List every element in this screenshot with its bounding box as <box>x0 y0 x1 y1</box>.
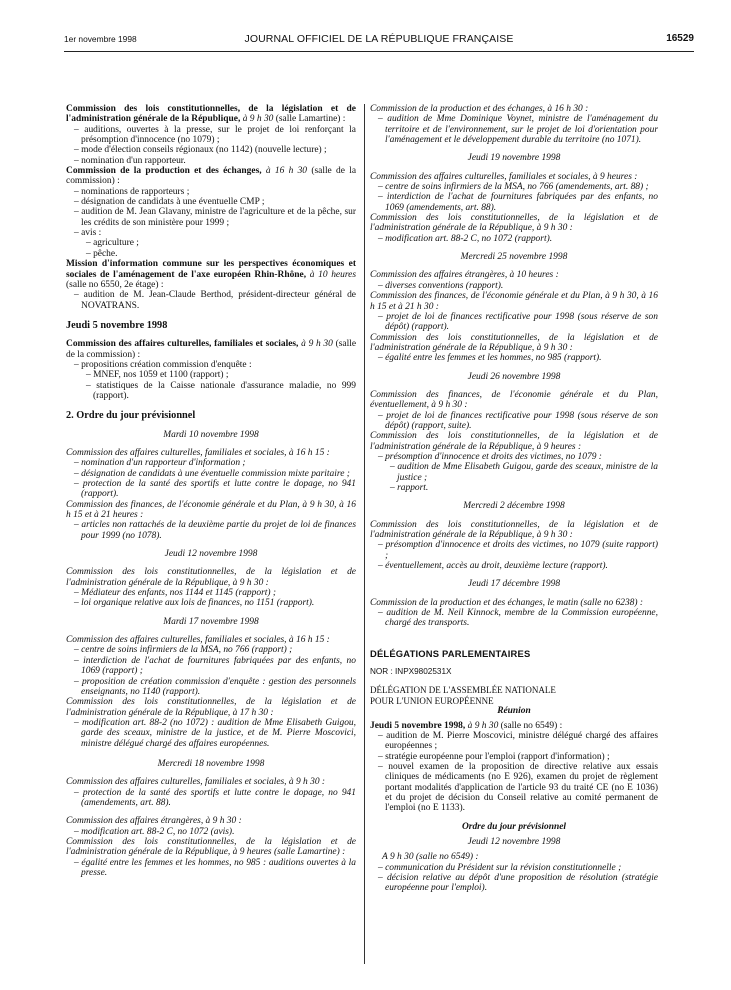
list-item: – nomination d'un rapporteur d'information ; <box>74 458 246 469</box>
meeting-heading: Commission des affaires étrangères, à 10 heures : <box>370 270 559 281</box>
meeting-heading: A 9 h 30 (salle no 6549) : <box>382 852 479 863</box>
list-item: – présomption d'innocence et droits des victimes, no 1079 : <box>378 451 602 462</box>
list-item: – projet de loi de finances rectificative pour 1998 (sous réserve de son dépôt) (rapport, suite). <box>378 410 658 431</box>
list-item: – diverses conventions (rapport). <box>378 280 504 291</box>
agenda-list <box>66 360 356 401</box>
list-item: – rapport. <box>390 483 429 493</box>
agenda-list <box>66 827 356 837</box>
list-item: – audition de M. Neil Kinnock, membre de la Commission européenne, chargé des transports. <box>378 608 658 629</box>
meeting-heading: Commission des finances, de l'économie générale et du Plan, à 9 h 30, à 16 h 15 et à 21 h 30 : <box>370 291 658 312</box>
list-item: – protection de la santé des sportifs et lutte contre le dopage, no 941 (amendements, art. 88). <box>74 787 356 808</box>
date-heading: Jeudi 5 novembre 1998 <box>66 319 168 331</box>
list-item: – éventuellement, accès au droit, deuxième lecture (rapport). <box>378 561 608 572</box>
left-column <box>66 104 356 878</box>
list-item: – audition de M. Jean-Claude Berthod, président-directeur général de NOVATRANS. <box>74 290 356 311</box>
agenda-list <box>370 182 658 213</box>
list-item: – modification art. 88-2 C, no 1072 (avis). <box>74 826 235 837</box>
agenda-list <box>370 234 658 244</box>
right-column <box>370 104 658 894</box>
list-item: – propositions création commission d'enquête : <box>74 359 252 370</box>
section-title: 2. Ordre du jour prévisionnel <box>66 410 196 422</box>
meeting-heading: Commission des lois constitutionnelles, de la législation et de l'administration générale de la République, à 9 heures : <box>370 431 658 452</box>
nor-reference: NOR : INPX9802531X <box>370 667 452 677</box>
agenda-list <box>370 411 658 432</box>
agenda-list <box>370 731 658 814</box>
agenda-list <box>66 858 356 879</box>
date-heading: Jeudi 17 décembre 1998 <box>467 579 561 590</box>
agenda-list <box>66 645 356 697</box>
meeting-heading: Commission des lois constitutionnelles, de la législation et de l'administration générale de la République, à 9 h 30 : <box>370 332 658 353</box>
date-heading: Mercredi 2 décembre 1998 <box>463 501 565 512</box>
list-item: – désignation de candidats à une éventuelle CMP ; <box>74 197 265 208</box>
column-divider <box>364 104 365 964</box>
list-item: – Médiateur des enfants, nos 1144 et 1145 (rapport) ; <box>74 588 277 599</box>
date-heading: Mardi 17 novembre 1998 <box>163 616 259 627</box>
meeting-heading: Commission des affaires culturelles, familiales et sociales, à 9 heures : <box>370 171 638 182</box>
meeting-heading: Commission des affaires culturelles, familiales et sociales, à 16 h 15 : <box>66 635 330 646</box>
list-item: – centre de soins infirmiers de la MSA, no 766 (rapport) ; <box>74 645 293 656</box>
date-heading: Jeudi 19 novembre 1998 <box>467 153 561 164</box>
list-item: – modification art. 88-2 (no 1072) : audition de Mme Elisabeth Guigou, garde des sceaux, ministre de la justice, et de M. Pierre Moscovici, ministre délégué chargé des affaires européennes. <box>74 717 356 749</box>
date-heading: Jeudi 26 novembre 1998 <box>467 371 561 382</box>
list-item: – interdiction de l'achat de fournitures fabriquées par des enfants, no 1069 (rapport) ; <box>74 655 356 677</box>
meeting-heading: Commission de la production et des échanges, à 16 h 30 (salle de la commission) : <box>66 166 357 187</box>
list-item: – projet de loi de finances rectificative pour 1998 (sous réserve de son dépôt) (rapport). <box>378 311 658 333</box>
journal-title: JOURNAL OFFICIEL DE LA RÉPUBLIQUE FRANÇAISE <box>244 33 514 45</box>
date-heading: Jeudi 12 novembre 1998 <box>467 836 561 847</box>
reunion-heading: Réunion <box>497 706 531 717</box>
meeting-heading: Commission des affaires culturelles, familiales et sociales, à 9 h 30 (salle de la commission) : <box>66 339 357 360</box>
date-heading: Jeudi 12 novembre 1998 <box>164 549 258 560</box>
section-title: Ordre du jour prévisionnel <box>461 821 567 832</box>
list-item: – pêche. <box>86 248 118 259</box>
date-heading: Mercredi 25 novembre 1998 <box>460 252 568 263</box>
list-item: – mode d'élection conseils régionaux (no 1142) (nouvelle lecture) ; <box>74 145 327 156</box>
list-item: – modification art. 88-2 C, no 1072 (rapport). <box>378 233 553 244</box>
list-item: – présomption d'innocence et droits des victimes, no 1079 (suite rapport) ; <box>378 540 658 561</box>
list-item: – nominations de rapporteurs ; <box>74 186 190 197</box>
list-item: – décision relative au dépôt d'une proposition de résolution (stratégie européenne pour l'emploi). <box>378 872 658 894</box>
date-heading: Mercredi 18 novembre 1998 <box>157 758 265 769</box>
agenda-list <box>370 114 658 145</box>
list-item: – articles non rattachés de la deuxième partie du projet de loi de finances pour 1999 (no 1078). <box>74 520 356 541</box>
meeting-heading: Mission d'information commune sur les perspectives économiques et sociales de l'aménagement de l'axe européen Rhin-Rhône, à 10 heures (salle no 6550, 2e étage) : <box>66 259 357 290</box>
agenda-list <box>370 863 658 894</box>
agenda-list <box>66 718 356 749</box>
agenda-list <box>370 608 658 629</box>
meeting-heading: Commission de la production et des échanges, le matin (salle no 6238) : <box>370 597 644 608</box>
list-item: – loi organique relative aux lois de finances, no 1151 (rapport). <box>74 598 315 609</box>
list-item: – stratégie européenne pour l'emploi (rapport d'information) ; <box>378 751 610 762</box>
list-item: – nouvel examen de la proposition de directive relative aux essais cliniques de médicaments (no E 926), examen du projet de règlement portant modalités d'application de l'article 93 du traité CE (no E 1036) et du projet de décision du Conseil relative au comité permanent de l'emploi (no E 1133). <box>378 761 658 814</box>
list-item: – communication du Président sur la révision constitutionnelle ; <box>378 862 622 873</box>
meeting-heading: Commission des affaires culturelles, familiales et sociales, à 9 h 30 : <box>66 777 326 788</box>
meeting-heading: Jeudi 5 novembre 1998, à 9 h 30 (salle no 6549) : <box>370 720 563 731</box>
list-item: – désignation de candidats à une éventuelle commission mixte paritaire ; <box>74 468 350 479</box>
list-item: – égalité entre les femmes et les hommes, no 985 (rapport). <box>378 353 602 364</box>
agenda-list <box>66 290 356 311</box>
meeting-heading: Commission des finances, de l'économie générale et du Plan, à 9 h 30, à 16 h 15 et à 21 heures : <box>66 499 356 521</box>
page-header <box>64 34 694 48</box>
header-rule <box>64 51 694 52</box>
agenda-list <box>370 452 658 493</box>
agenda-list <box>370 312 658 333</box>
meeting-heading: Commission des lois constitutionnelles, de la législation et de l'administration générale de la République, à 9 heures (salle Lamartine) : <box>66 836 356 858</box>
agenda-list <box>66 588 356 609</box>
list-item: – MNEF, nos 1059 et 1100 (rapport) ; <box>86 370 229 381</box>
list-item: – agriculture ; <box>86 238 139 249</box>
agenda-list <box>370 353 658 363</box>
list-item: – nomination d'un rapporteur. <box>74 155 186 166</box>
agenda-list <box>66 788 356 809</box>
section-title: DÉLÉGATIONS PARLEMENTAIRES <box>370 647 531 659</box>
list-item: – interdiction de l'achat de fournitures fabriquées par des enfants, no 1069 (amendements, art. 88). <box>378 192 658 213</box>
list-item: – protection de la santé des sportifs et lutte contre le dopage, no 941 (rapport). <box>74 479 356 500</box>
list-item: – audition de Mme Elisabeth Guigou, garde des sceaux, ministre de la justice ; <box>390 462 658 483</box>
list-item: – statistiques de la Caisse nationale d'assurance maladie, no 999 (rapport). <box>86 380 356 401</box>
agenda-list <box>66 125 356 166</box>
date-heading: Mardi 10 novembre 1998 <box>163 429 259 440</box>
list-item: – égalité entre les femmes et les hommes, no 985 : auditions ouvertes à la presse. <box>74 857 356 878</box>
header-date: 1er novembre 1998 <box>64 34 137 44</box>
agenda-list <box>370 540 658 571</box>
agenda-list <box>66 187 356 259</box>
delegation-title: DÉLÉGATION DE L'ASSEMBLÉE NATIONALE <box>370 685 556 696</box>
meeting-heading: Commission des lois constitutionnelles, de la législation et de l'administration générale de la République, à 17 h 30 : <box>66 697 356 718</box>
meeting-heading: Commission des affaires culturelles, familiales et sociales, à 16 h 15 : <box>66 447 330 458</box>
meeting-heading: Commission de la production et des échanges, à 16 h 30 : <box>370 104 589 114</box>
list-item: – centre de soins infirmiers de la MSA, no 766 (amendements, art. 88) ; <box>378 182 649 193</box>
meeting-heading: Commission des lois constitutionnelles, de la législation et de l'administration générale de la République, à 9 h 30 : <box>66 567 356 588</box>
meeting-heading: Commission des lois constitutionnelles, de la législation et de l'administration générale de la République, à 9 h 30 (salle Lamartine) : <box>66 104 356 125</box>
meeting-heading: Commission des lois constitutionnelles, de la législation et de l'administration générale de la République, à 9 h 30 : <box>370 519 658 541</box>
delegation-subtitle: POUR L'UNION EUROPÉENNE <box>370 695 494 706</box>
list-item: – audition de Mme Dominique Voynet, ministre de l'aménagement du territoire et de l'environnement, sur le projet de loi d'orientation pour l'aménagement et le développement durable du territoire (no 1071). <box>378 114 658 146</box>
list-item: – audition de M. Pierre Moscovici, ministre délégué chargé des affaires européennes ; <box>378 730 658 752</box>
agenda-list <box>370 281 658 291</box>
list-item: – audition de M. Jean Glavany, ministre de l'agriculture et de la pêche, sur les crédits de son ministère pour 1999 ; <box>74 207 356 228</box>
meeting-heading: Commission des lois constitutionnelles, de la législation et de l'administration générale de la République, à 9 h 30 : <box>370 213 658 234</box>
meeting-heading: Commission des affaires étrangères, à 9 h 30 : <box>66 816 242 827</box>
agenda-list <box>66 520 356 541</box>
list-item: – proposition de création commission d'enquête : gestion des personnels enseignants, no 1140 (rapport). <box>74 676 356 697</box>
list-item: – avis : <box>74 228 102 239</box>
agenda-list <box>66 458 356 499</box>
meeting-heading: Commission des finances, de l'économie générale et du Plan, éventuellement, à 9 h 30 : <box>370 389 658 411</box>
page-number: 16529 <box>666 33 694 44</box>
list-item: – auditions, ouvertes à la presse, sur le projet de loi renforçant la présomption d'innocence (no 1079) ; <box>74 124 356 146</box>
